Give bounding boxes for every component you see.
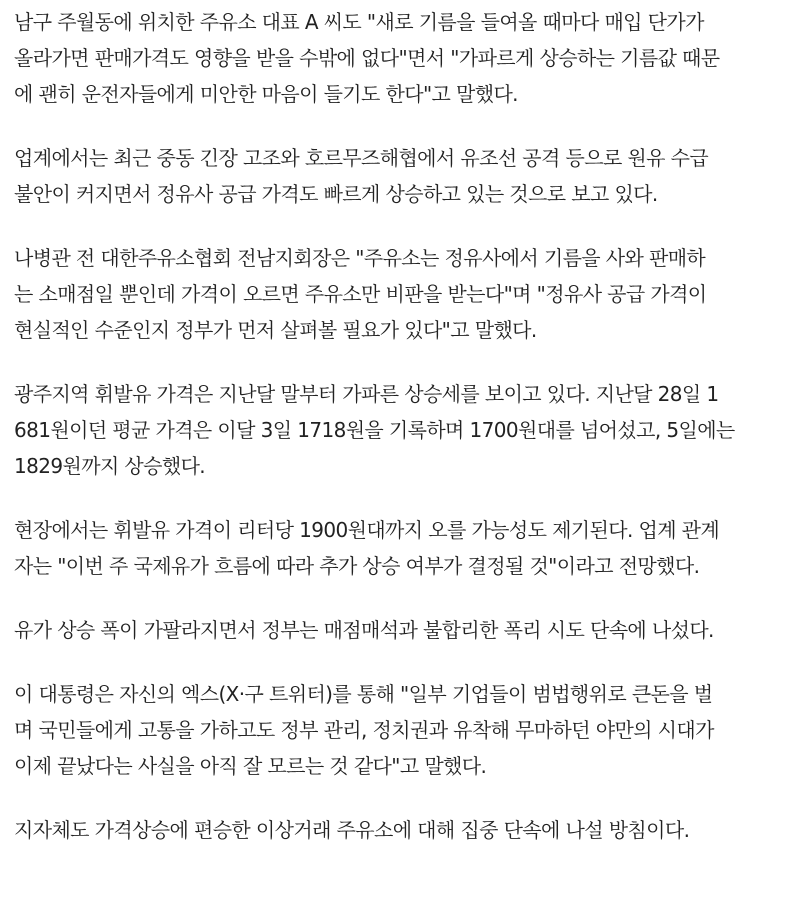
paragraph-7 [14, 676, 786, 784]
text-line: 남구 주월동에 위치한 주유소 대표 A 씨도 "새로 기름을 들여올 때마다 매입 단가가 [14, 10, 704, 34]
text-line: 현장에서는 휘발유 가격이 리터당 1900원대까지 오를 가능성도 제기된다. 업계 관계 [14, 518, 720, 542]
text-line: 불안이 커지면서 정유사 공급 가격도 빠르게 상승하고 있는 것으로 보고 있다. [14, 182, 658, 206]
text-line: 유가 상승 폭이 가팔라지면서 정부는 매점매석과 불합리한 폭리 시도 단속에 나섰다. [14, 618, 714, 642]
text-line: 자는 "이번 주 국제유가 흐름에 따라 추가 상승 여부가 결정될 것"이라고 전망했다. [14, 554, 700, 578]
paragraph-3 [14, 240, 786, 348]
text-line: 현실적인 수준인지 정부가 먼저 살펴볼 필요가 있다"고 말했다. [14, 318, 537, 342]
text-line: 는 소매점일 뿐인데 가격이 오르면 주유소만 비판을 받는다"며 "정유사 공급 가격이 [14, 282, 707, 306]
paragraph-1 [14, 4, 786, 112]
text-line: 681원이던 평균 가격은 이달 3일 1718원을 기록하며 1700원대를 넘어섰고, 5일에는 [14, 418, 735, 442]
text-line: 1829원까지 상승했다. [14, 454, 206, 478]
text-line: 광주지역 휘발유 가격은 지난달 말부터 가파른 상승세를 보이고 있다. 지난달 28일 1 [14, 382, 719, 406]
text-line: 올라가면 판매가격도 영향을 받을 수밖에 없다"면서 "가파르게 상승하는 기름값 때문 [14, 46, 720, 70]
text-line: 지자체도 가격상승에 편승한 이상거래 주유소에 대해 집중 단속에 나설 방침이다. [14, 818, 690, 842]
paragraph-4 [14, 376, 786, 484]
text-line: 에 괜히 운전자들에게 미안한 마음이 들기도 한다"고 말했다. [14, 82, 518, 106]
paragraph-2 [14, 140, 786, 212]
paragraph-8 [14, 812, 786, 848]
text-line: 이 대통령은 자신의 엑스(X·구 트위터)를 통해 "일부 기업들이 범법행위로 큰돈을 벌 [14, 682, 713, 706]
text-line: 업계에서는 최근 중동 긴장 고조와 호르무즈해협에서 유조선 공격 등으로 원유 수급 [14, 146, 709, 170]
paragraph-5 [14, 512, 786, 584]
text-line: 나병관 전 대한주유소협회 전남지회장은 "주유소는 정유사에서 기름을 사와 판매하 [14, 246, 706, 270]
text-line: 며 국민들에게 고통을 가하고도 정부 관리, 정치권과 유착해 무마하던 야만의 시대가 [14, 718, 714, 742]
text-line: 이제 끝났다는 사실을 아직 잘 모르는 것 같다"고 말했다. [14, 754, 487, 778]
paragraph-6 [14, 612, 786, 648]
